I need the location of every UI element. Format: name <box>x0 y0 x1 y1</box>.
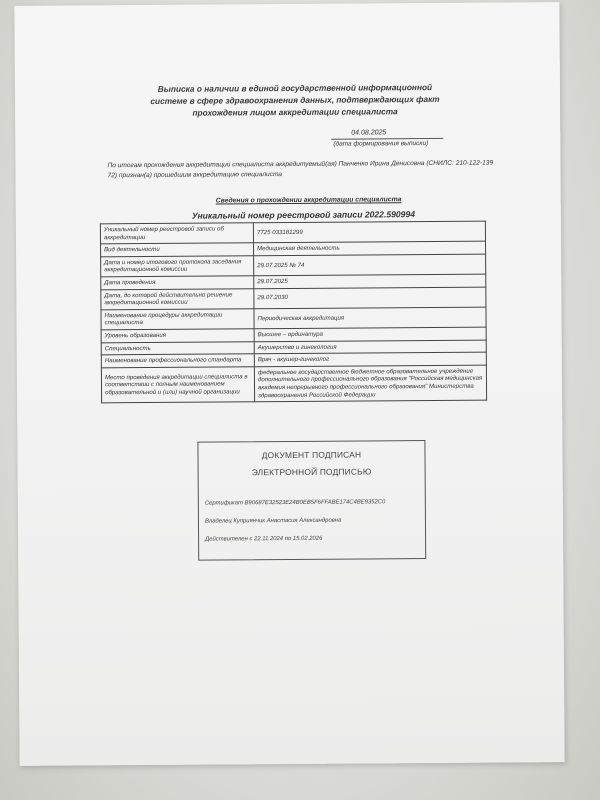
row-value: Периодическая аккредитация <box>254 307 486 329</box>
table-row <box>101 254 486 277</box>
row-key: Уникальный номер реестровой записи об аккредитации <box>100 223 253 244</box>
stamp-validity: Действителен с 22.11.2024 по 15.02.2026 <box>205 535 323 543</box>
row-key: Место проведения аккредитации специалиста в соответствии с полным наименованием образовательной и (или) научной организации <box>101 366 254 402</box>
row-key: Дата, до которой действительно решение аккредитационной комиссии <box>101 288 254 309</box>
accreditation-details-table <box>100 221 487 404</box>
heading-line-2: системе в сфере здравоохранения данных, подтверждающих факт <box>150 93 440 106</box>
row-value: Медицинская деятельность <box>254 241 486 255</box>
row-value: Высшее – ординатура <box>254 327 486 341</box>
row-value: 29.07.2025 № 74 <box>254 254 486 276</box>
stamp-owner: Владелец Куприянчик Анастасия Александровна <box>204 517 342 525</box>
row-value: Врач - акушер-гинеколог <box>254 352 486 366</box>
stamp-subtitle: ЭЛЕКТРОННОЙ ПОДПИСЬЮ <box>251 466 372 478</box>
row-value: 7725 033181299 <box>253 221 485 243</box>
row-key: Дата проведения <box>101 276 254 290</box>
accreditation-result-text: По итогам прохождения аккредитации специалиста аккредитуемый(ая) Панченко Ирина Денисовна (СНИЛС: 210-122-139 72) признан(а) прошедшим аккредитацию специалиста <box>107 159 494 180</box>
table-row <box>101 287 486 310</box>
row-value: 29.07.2030 <box>254 287 486 309</box>
row-key: Наименование профессионального стандарта <box>101 354 254 368</box>
heading-line-1: Выписка о наличии в единой государственной информационной <box>157 81 433 94</box>
row-key: Наименование процедуры аккредитации специалиста <box>101 308 254 329</box>
row-value: Акушерство и гинекология <box>254 340 486 354</box>
registry-number-title: Уникальный номер реестровой записи 2022.590994 <box>191 209 416 221</box>
stamp-certificate: Сертификат B90687E32523E24B0EB5F6FFABE174C4BE9352C0 <box>204 499 386 507</box>
heading-line-3: прохождения лицом аккредитации специалиста <box>192 106 398 118</box>
extract-date: 04.08.2025 <box>351 129 387 137</box>
document-heading <box>125 81 465 119</box>
electronic-signature-stamp <box>197 440 426 561</box>
row-key: Уровень образования <box>101 329 254 343</box>
table-row <box>101 307 486 330</box>
row-value: 29.07.2025 <box>254 274 486 288</box>
section-title: Сведения о прохождении аккредитации специалиста <box>215 196 402 205</box>
row-value: федеральное государственное бюджетное образовательное учреждение дополнительного профессионального образования "Российская медицинская академия непрерывного профессионального образования" Министерства здравоохранения Российской Федерации <box>254 365 486 402</box>
table-row <box>100 221 485 244</box>
extract-date-caption: (дата формирования выписки) <box>333 140 429 148</box>
row-key: Вид деятельности <box>101 243 254 257</box>
stamp-title: ДОКУМЕНТ ПОДПИСАН <box>261 449 362 461</box>
row-key: Дата и номер итогового протокола заседания аккредитационной комиссии <box>101 256 254 277</box>
row-key: Специальность <box>101 341 254 355</box>
table-row <box>101 365 486 403</box>
document-page <box>14 2 564 766</box>
